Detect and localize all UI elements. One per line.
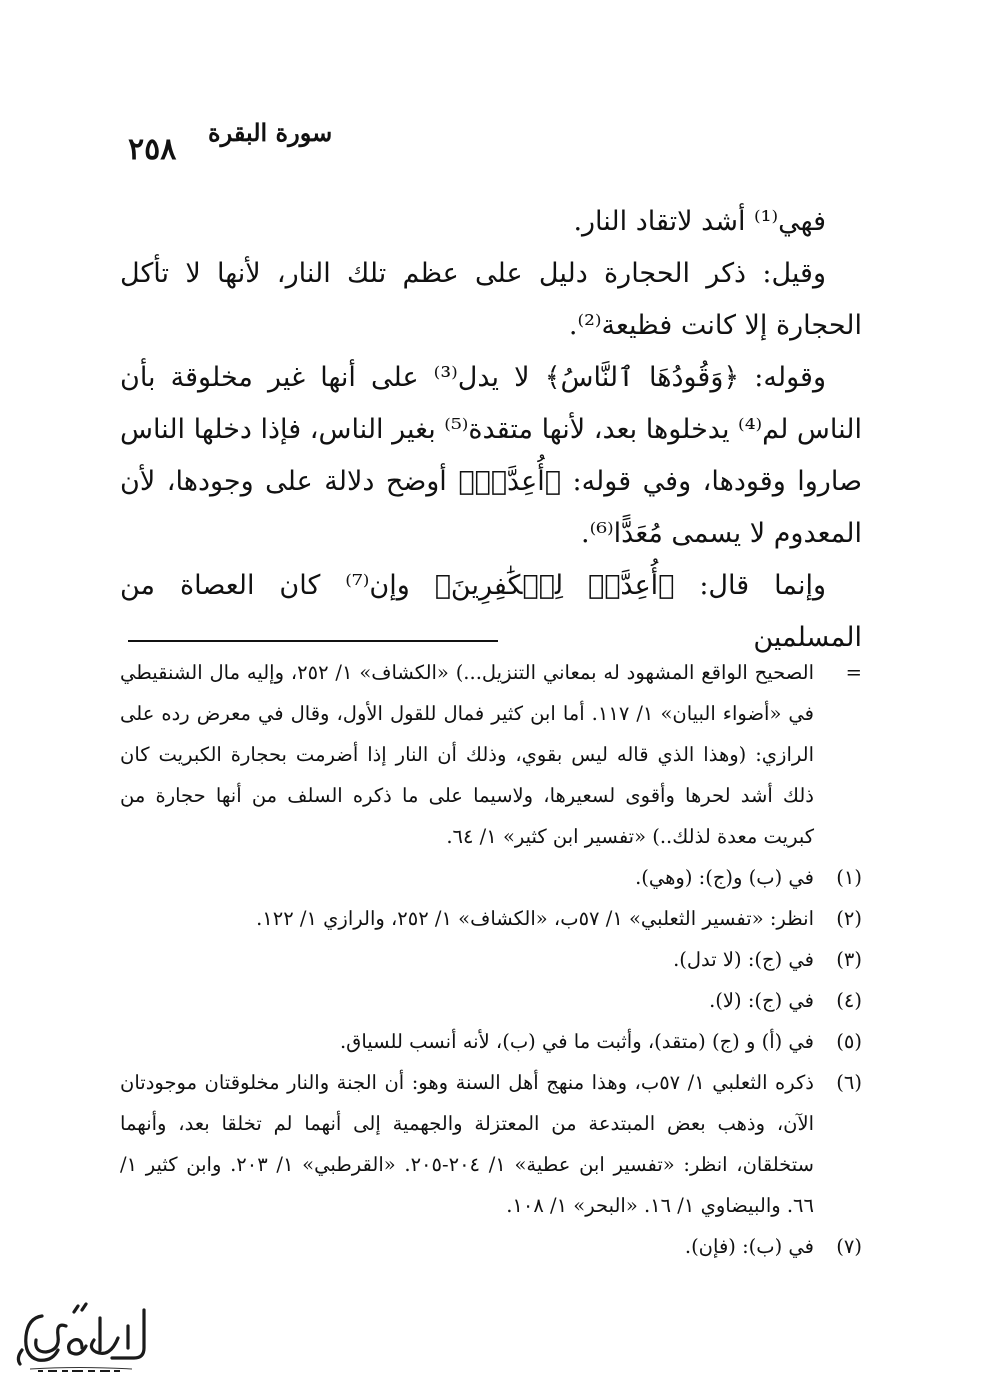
footnote-text: في (ج): (لا). [709, 989, 814, 1012]
paragraph: وقيل: ذكر الحجارة دليل على عظم تلك النار، لأنها لا تأكل الحجارة إلا كانت فظيعة⁽²⁾. [120, 258, 862, 341]
footnote-marker: = [845, 661, 862, 684]
footnote-text: ذكره الثعلبي ١/ ٥٧ب، وهذا منهج أهل السنة وهو: أن الجنة والنار مخلوقتان موجودتان الآن، وذهب بعض المبتدعة من المعتزلة والجهمية إلى أنهما لم تخلقا بعد، وأنهما ستخلقان، انظر: «تفسير ابن عطية» ١/ ٢٠٤-٢٠٥. «القرطبي» ١/ ٢٠٣. وابن كثير ١/ ٦٦. والبيضاوي ١/ ١٦. «البحر» ١/ ١٠٨. [120, 1071, 814, 1217]
footnote-6 [120, 1062, 862, 1226]
footnote-1 [120, 857, 862, 898]
footnote-7 [120, 1226, 862, 1267]
footnotes [120, 652, 862, 1267]
footnote-text: انظر: «تفسير الثعلبي» ١/ ٥٧ب، «الكشاف» ١/ ٢٥٢، والرازي ١/ ١٢٢. [256, 907, 814, 930]
paragraph: فهي⁽¹⁾ أشد لاتقاد النار. [573, 206, 826, 237]
footnote-marker: (٧) [836, 1235, 862, 1258]
footnote-marker: (٥) [836, 1030, 862, 1053]
footnote-text: في (أ) و (ج) (متقد)، وأثبت ما في (ب)، لأنه أنسب للسياق. [339, 1030, 814, 1053]
footnote-2 [120, 898, 862, 939]
paragraph: وإنما قال: ﴿أُعِدَّتۡ لِلۡكَٰفِرِينَ﴾ وإن⁽⁷⁾ كان العصاة من المسلمين [120, 570, 862, 653]
footnote-text: في (ج): (لا تدل). [673, 948, 814, 971]
footnote-3 [120, 939, 862, 980]
footnote-marker: (٤) [836, 989, 862, 1012]
footnote-continuation [120, 652, 862, 857]
footnote-5 [120, 1021, 862, 1062]
footnote-text: في (ب) و(ج): (وهي). [635, 866, 814, 889]
footnote-marker: (٦) [836, 1071, 862, 1094]
footnote-4 [120, 980, 862, 1021]
library-stamp-logo [8, 1296, 154, 1376]
footnote-text: الصحيح الواقع المشهود له بمعاني التنزيل...) «الكشاف» ١/ ٢٥٢، وإليه مال الشنقيطي في «أضواء البيان» ١/ ١١٧. أما ابن كثير فمال للقول الأول، وقال في معرض رده على الرازي: (وهذا الذي قاله ليس بقوي، وذلك أن النار إذا أضرمت بحجارة الكبريت كان ذلك أشد لحرها وأقوى لسعيرها، ولاسيما على ما ذكره السلف من أنها حجارة من كبريت معدة لذلك..) «تفسير ابن كثير» ١/ ٦٤. [120, 661, 814, 848]
footnote-marker: (٢) [836, 907, 862, 930]
running-title: سورة البقرة [208, 118, 333, 147]
footnote-marker: (٣) [836, 948, 862, 971]
page-header [128, 118, 862, 167]
page-number: ٢٥٨ [128, 132, 177, 167]
footnote-text: في (ب): (فإن). [684, 1235, 814, 1258]
footnote-separator [128, 640, 498, 642]
main-text [120, 196, 862, 664]
paragraph: وقوله: ﴿وَقُودُهَا ٱلنَّاسُ﴾ لا يدل⁽³⁾ على أنها غير مخلوقة بأن الناس لم⁽⁴⁾ يدخلوها بعد، لأنها متقدة⁽⁵⁾ بغير الناس، فإذا دخلها الناس صاروا وقودها، وفي قوله: ﴿أُعِدَّتۡ﴾ أوضح دلالة على وجودها، لأن المعدوم لا يسمى مُعَدًّا⁽⁶⁾. [119, 362, 862, 549]
footnote-marker: (١) [836, 866, 862, 889]
